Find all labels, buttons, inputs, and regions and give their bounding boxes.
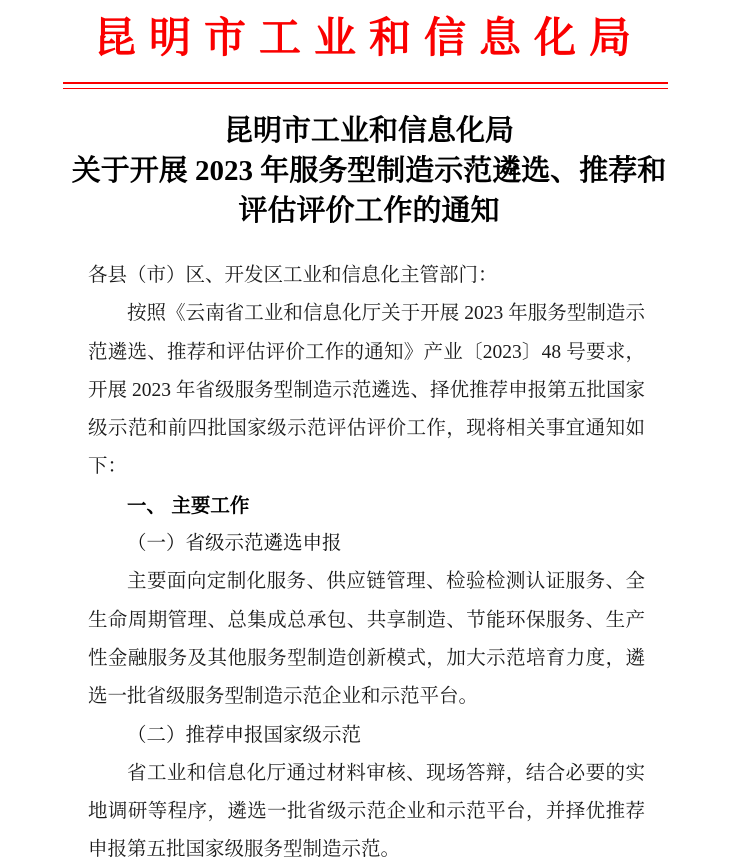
agency-name: 昆明市工业和信息化局 [93, 16, 644, 62]
subsection-heading-provincial-selection: （一）省级示范遴选申报 [127, 533, 342, 555]
document-body [88, 257, 645, 862]
letterhead [0, 0, 738, 66]
subsection-heading-national-recommendation: （二）推荐申报国家级示范 [127, 724, 362, 746]
salutation: 各县（市）区、开发区工业和信息化主管部门： [88, 265, 498, 286]
subsection-body-provincial-selection: 主要面向定制化服务、供应链管理、检验检测认证服务、全生命周期管理、总集成总承包、共享制造、节能环保服务、生产性金融服务及其他服务型制造创新模式，加大示范培育力度，遴选一批省级服务型制造示范企业和示范平台。 [88, 571, 645, 708]
title-line-2: 关于开展 2023 年服务型制造示范遴选、推荐和 [71, 155, 667, 187]
subsection-body-national-recommendation: 省工业和信息化厅通过材料审核、现场答辩，结合必要的实地调研等程序，遴选一批省级示范企业和示范平台，并择优推荐申报第五批国家级服务型制造示范。 [88, 762, 645, 861]
title-line-3: 评估评价工作的通知 [238, 195, 500, 227]
intro-paragraph: 按照《云南省工业和信息化厅关于开展 2023 年服务型制造示范遴选、推荐和评估评价工作的通知》产业〔2023〕48 号要求，开展 2023 年省级服务型制造示范遴选、择优推荐申报第五批国家级示范和前四批国家级示范评估评价工作，现将相关事宜通知如下： [88, 303, 645, 478]
document-title [0, 111, 738, 231]
title-line-1: 昆明市工业和信息化局 [223, 115, 514, 147]
letterhead-rule [63, 82, 668, 89]
section-heading-main-work: 一、 主要工作 [127, 494, 250, 517]
